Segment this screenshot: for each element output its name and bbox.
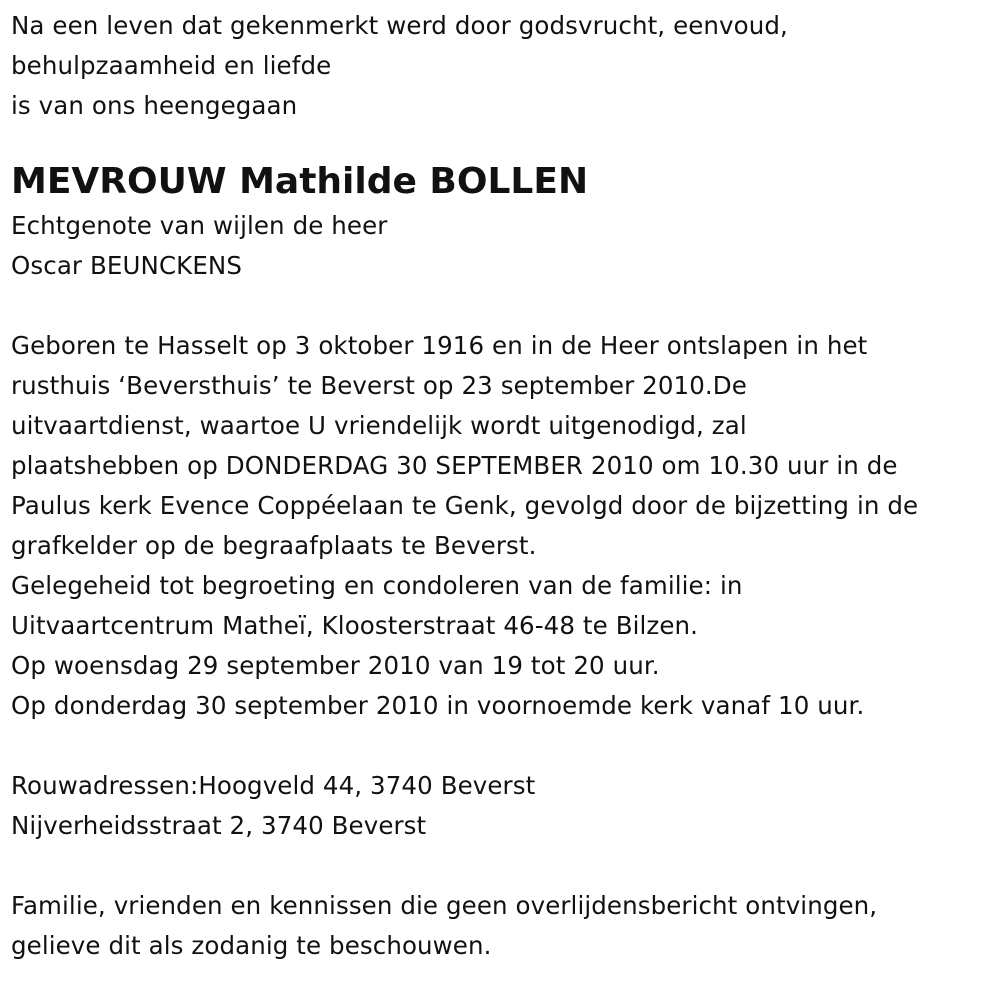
spacer: [11, 846, 991, 886]
details-line: uitvaartdienst, waartoe U vriendelijk wordt uitgenodigd, zal: [11, 411, 747, 440]
intro-section: [11, 6, 991, 126]
details-line: rusthuis ‘Beversthuis’ te Beverst op 23 september 2010.De: [11, 371, 747, 400]
details-line: Geboren te Hasselt op 3 oktober 1916 en in de Heer ontslapen in het: [11, 331, 868, 360]
closing-section: [11, 886, 991, 966]
spouse-line: Echtgenote van wijlen de heer: [11, 211, 388, 240]
address-line: Rouwadressen:Hoogveld 44, 3740 Beverst: [11, 771, 536, 800]
details-line: Op woensdag 29 september 2010 van 19 tot 20 uur.: [11, 651, 660, 680]
spacer: [11, 126, 991, 158]
intro-line: behulpzaamheid en liefde: [11, 51, 332, 80]
addresses-section: [11, 766, 991, 846]
details-line: Op donderdag 30 september 2010 in voornoemde kerk vanaf 10 uur.: [11, 691, 865, 720]
spacer: [11, 726, 991, 766]
details-line: grafkelder op de begraafplaats te Beverst.: [11, 531, 537, 560]
details-section: [11, 326, 991, 726]
closing-line: gelieve dit als zodanig te beschouwen.: [11, 931, 492, 960]
details-line: Uitvaartcentrum Matheï, Kloosterstraat 46-48 te Bilzen.: [11, 611, 699, 640]
details-line: plaatshebben op DONDERDAG 30 SEPTEMBER 2010 om 10.30 uur in de: [11, 451, 898, 480]
closing-line: Familie, vrienden en kennissen die geen overlijdensbericht ontvingen,: [11, 891, 878, 920]
deceased-name: MEVROUW Mathilde BOLLEN: [11, 161, 589, 202]
deceased-section: [11, 158, 991, 286]
intro-line: Na een leven dat gekenmerkt werd door godsvrucht, eenvoud,: [11, 11, 788, 40]
obituary-notice: [11, 6, 991, 966]
spouse-line: Oscar BEUNCKENS: [11, 251, 242, 280]
spacer: [11, 286, 991, 326]
details-line: Paulus kerk Evence Coppéelaan te Genk, gevolgd door de bijzetting in de: [11, 491, 919, 520]
intro-line: is van ons heengegaan: [11, 91, 298, 120]
address-line: Nijverheidsstraat 2, 3740 Beverst: [11, 811, 427, 840]
details-line: Gelegeheid tot begroeting en condoleren van de familie: in: [11, 571, 743, 600]
